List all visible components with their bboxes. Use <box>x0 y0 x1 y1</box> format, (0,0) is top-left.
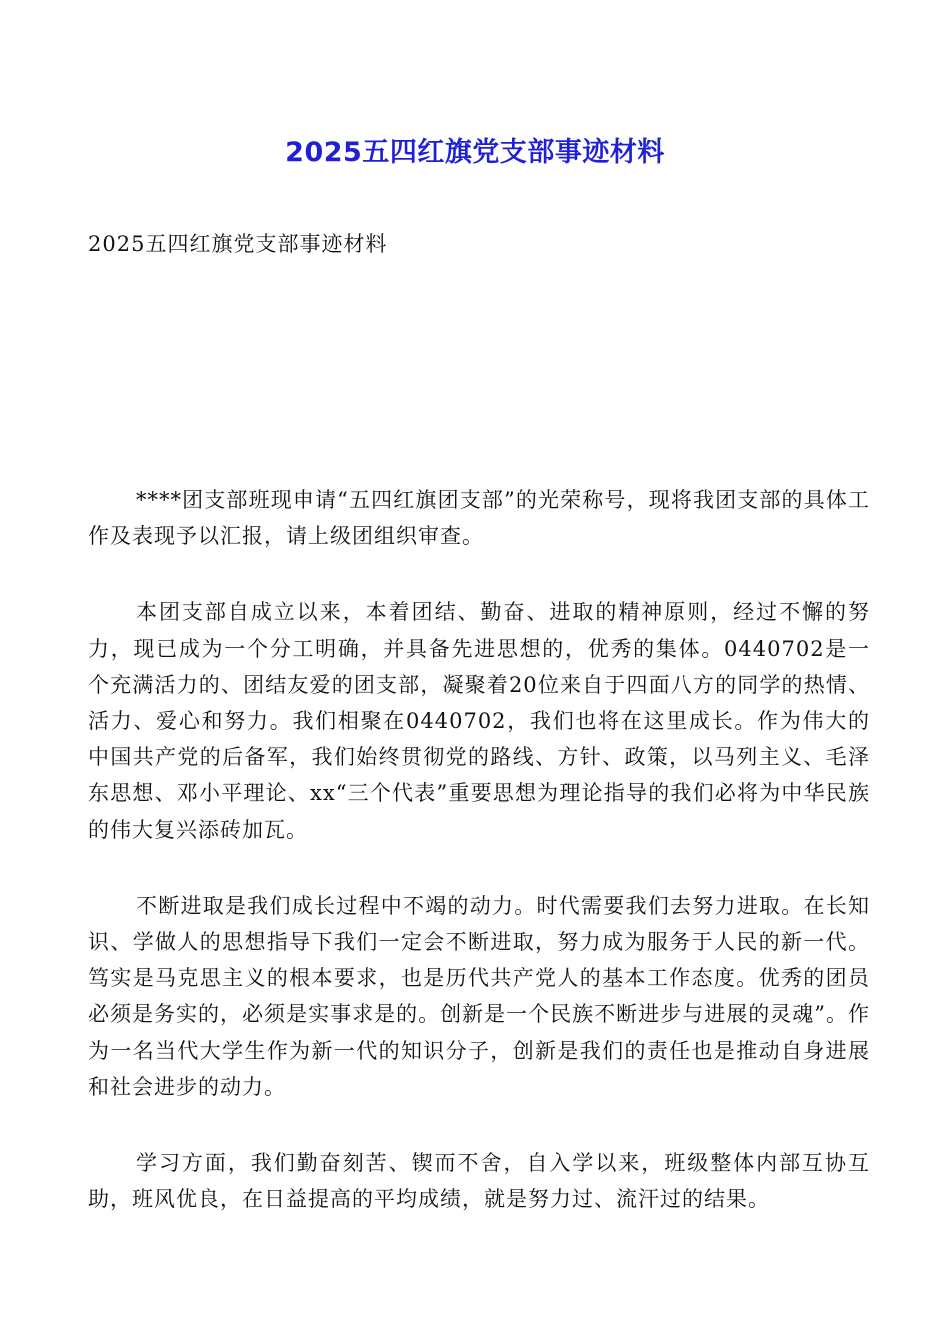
document-body <box>88 482 870 1257</box>
document-subtitle: 2025五四红旗党支部事迹材料 <box>88 232 388 256</box>
page-title: 2025五四红旗党支部事迹材料 <box>285 137 665 168</box>
paragraph-4: 学习方面，我们勤奋刻苦、锲而不舍，自入学以来，班级整体内部互协互助，班风优良，在日益提高的平均成绩，就是努力过、流汗过的结果。 <box>88 1151 870 1212</box>
paragraph-1: ****团支部班现申请“五四红旗团支部”的光荣称号，现将我团支部的具体工作及表现予以汇报，请上级团组织审查。 <box>88 488 870 549</box>
paragraph-2: 本团支部自成立以来，本着团结、勤奋、进取的精神原则，经过不懈的努力，现已成为一个分工明确，并具备先进思想的，优秀的集体。0440702是一个充满活力的、团结友爱的团支部，凝聚着20位来自于四面八方的同学的热情、活力、爱心和努力。我们相聚在0440702，我们也将在这里成长。作为伟大的中国共产党的后备军，我们始终贯彻党的路线、方针、政策，以马列主义、毛泽东思想、邓小平理论、xx“三个代表”重要思想为理论指导的我们必将为中华民族的伟大复兴添砖加瓦。 <box>88 600 870 842</box>
paragraph-3: 不断进取是我们成长过程中不竭的动力。时代需要我们去努力进取。在长知识、学做人的思想指导下我们一定会不断进取，努力成为服务于人民的新一代。笃实是马克思主义的根本要求，也是历代共产党人的基本工作态度。优秀的团员必须是务实的，必须是实事求是的。创新是一个民族不断进步与进展的灵魂”。作为一名当代大学生作为新一代的知识分子，创新是我们的责任也是推动自身进展和社会进步的动力。 <box>88 893 870 1099</box>
